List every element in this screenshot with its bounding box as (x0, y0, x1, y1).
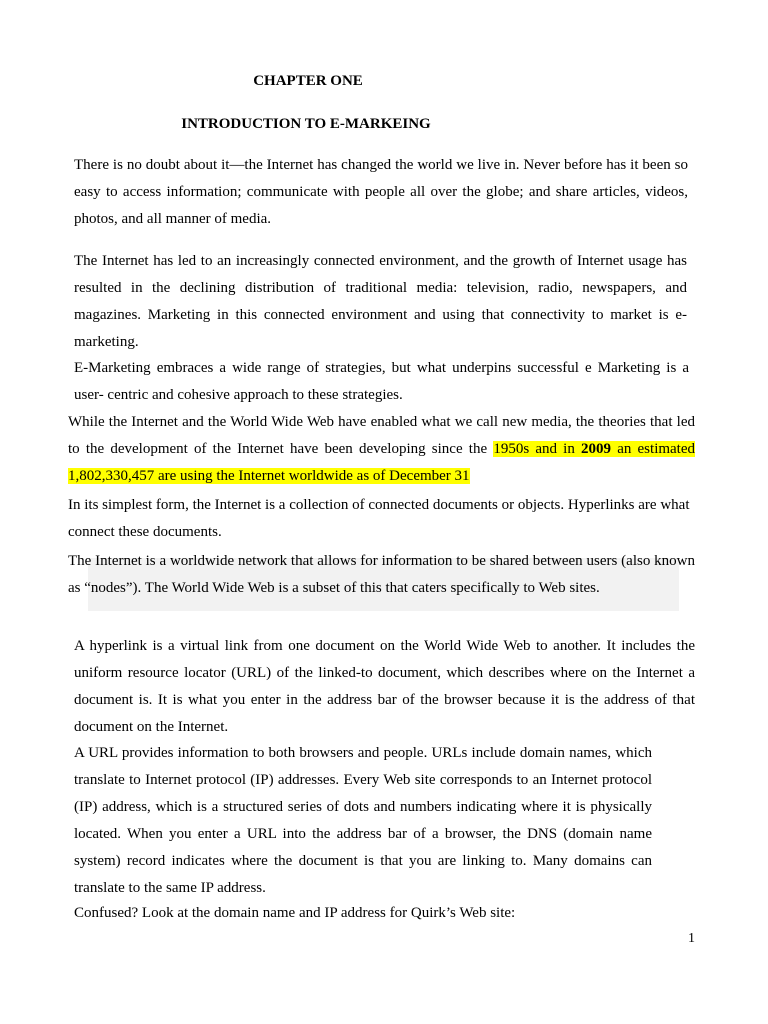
paragraph-9: Confused? Look at the domain name and IP address for Quirk’s Web site: (74, 905, 516, 921)
paragraph-1: There is no doubt about it—the Internet has changed the world we live in. Never before has it been so easy to access information; communicate with people all over the globe; and share articles, videos, photos, and all manner of media. (74, 157, 688, 227)
chapter-title: INTRODUCTION TO E-MARKEING (181, 116, 431, 132)
paragraph-3: E-Marketing embraces a wide range of strategies, but what underpins successful e Marketing is a user- centric and cohesive approach to these strategies. (74, 360, 689, 403)
paragraph-6: The Internet is a worldwide network that allows for information to be shared between users (also known as “nodes”). The World Wide Web is a subset of this that caters specifically to Web sites. (68, 553, 695, 596)
highlight-year: 2009 (581, 441, 612, 457)
paragraph-2: The Internet has led to an increasingly connected environment, and the growth of Internet usage has resulted in the declining distribution of traditional media: television, radio, newspapers, and magazines. Marketing in this connected environment and using that connectivity to market is e-marketing. (74, 253, 687, 350)
page-number: 1 (688, 931, 695, 946)
paragraph-8: A URL provides information to both browsers and people. URLs include domain names, which translate to Internet protocol (IP) addresses. Every Web site corresponds to an Internet protocol (IP) address, which is a structured series of dots and numbers indicating where it is physically located. When you enter a URL into the address bar of a browser, the DNS (domain name system) record indicates where the document is that you are linking to. Many domains can translate to the same IP address. (74, 745, 652, 896)
paragraph-7: A hyperlink is a virtual link from one document on the World Wide Web to another. It includes the uniform resource locator (URL) of the linked-to document, which describes where on the Internet a document is. It is what you enter in the address bar of the browser because it is the address of that document on the Internet. (74, 638, 695, 735)
paragraph-4-lead: While the Internet and the World Wide Web have enabled what we call new media, the theories that led to the development of the Internet have been developing since the (68, 414, 695, 457)
highlight-2: an estimated 1,802,330,457 are using the Internet worldwide as of December 31 (68, 441, 696, 484)
paragraph-5: In its simplest form, the Internet is a collection of connected documents or objects. Hyperlinks are what connect these documents. (68, 497, 690, 540)
chapter-label: CHAPTER ONE (253, 73, 363, 89)
highlight-1: 1950s and in (493, 441, 582, 457)
paragraph-4 (68, 409, 695, 490)
